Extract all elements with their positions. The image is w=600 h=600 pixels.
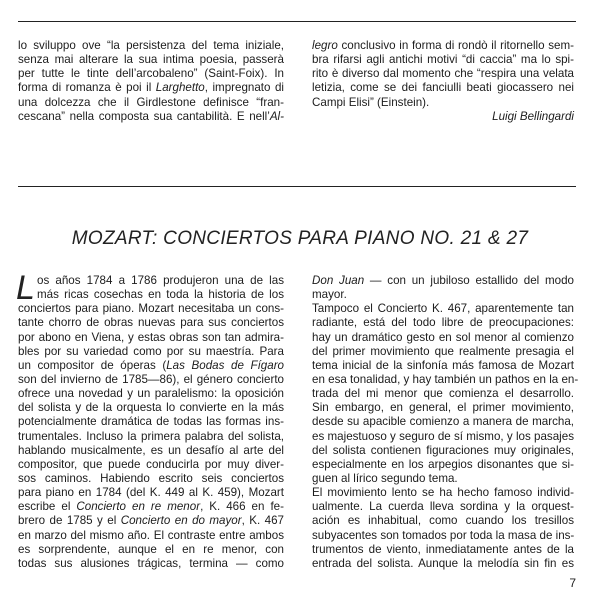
text-run: senza mai alterare la sua intima poesia, passerà [18,53,284,67]
italic-run: Concierto en re menor [76,500,201,514]
text-line [18,316,284,330]
spanish-right-column [312,274,579,571]
text-run: conciertos para piano. Mozart necesitaba un cons- [18,302,284,316]
text-run: , impregnato di [204,81,284,95]
text-run: Tampoco el Concierto K. 467, aparentemente tan [312,302,574,316]
text-run: del solista y de la orquesta lo convierte en la más [18,401,284,415]
text-run: trumentos de viento, inmediatamente antes de la [312,542,574,556]
text-run: , K. 467 [241,514,284,528]
text-line [312,486,574,500]
text-line [18,359,284,373]
text-line [18,472,284,486]
italic-run: Las Bodas de Fígaro [166,358,284,372]
text-run: especialmente en los arpegios disonantes que si- [312,457,574,471]
text-run: es majestuoso y seguro de sí mismo, y los pasajes [312,429,574,443]
text-run: mayor. [312,288,347,302]
text-line [312,458,574,472]
text-run: conclusivo in forma di rondò il ritornello sem- [337,39,574,52]
text-run: Sin embargo, en general, el primer movimiento, [312,401,574,415]
text-run: en marzo del mismo año. El contraste entre ambos [18,528,284,542]
text-run: del solista contienen figuraciones muy originales, [312,443,574,457]
italian-right-column [312,39,574,110]
italic-run: Concierto en do mayor [120,514,242,528]
text-line [18,39,284,53]
text-run: Campi Elisi” (Einstein). [312,95,430,109]
text-line [312,543,574,557]
text-run: letizia, come se dei fanciulli beati giocassero nei [312,81,574,95]
text-run: radiante, está del todo libre de preocupaciones: [312,316,574,330]
text-line [312,81,574,95]
text-run: desde su apacible comienzo a manera de marcha, [312,415,574,429]
text-line [312,387,574,401]
text-line [18,345,284,359]
text-line [18,302,284,316]
text-line [312,401,574,415]
text-run: por abono en Viena, y estas obras son tan admira- [18,330,284,344]
article-title: MOZART: CONCIERTOS PARA PIANO NO. 21 & 27 [71,228,529,249]
text-line [18,500,284,514]
italic-run: Don Juan [312,274,365,287]
text-line [18,331,284,345]
text-line [18,557,284,571]
text-line [18,514,284,528]
text-line [18,373,284,387]
text-run: sos caminos. Habiendo escrito seis conciertos [18,471,284,485]
text-line [312,529,574,543]
text-run: per tutte le tinte dell’arcobaleno” (Saint-Foix). In [18,67,284,81]
text-line [312,331,574,345]
text-run: un compositor de óperas ( [18,358,167,372]
text-run: para piano en 1784 (del K. 449 al K. 459), Mozart [18,486,284,500]
text-line [312,500,574,514]
text-line [312,67,574,81]
text-run: todas sus alusiones trágicas, termina — como [18,556,284,570]
text-run: forma di romanza è poi il [18,81,156,95]
text-line [18,387,284,401]
text-line [312,96,574,110]
text-line [18,430,284,444]
text-run: cescana” nella composta sua cantabilità. E nell’ [18,109,270,123]
text-line [312,430,574,444]
italic-run: legro [312,39,338,52]
text-run: compositor, que puede conducirla por muy diver- [18,457,284,471]
text-run: , K. 466 en fe- [200,500,284,514]
text-run: del primer movimiento que realmente presagia el [312,344,574,358]
text-line [18,96,284,110]
text-run: ación es inhabitual, como cuando los tresillos [312,514,574,528]
text-run: potencialmente dramática de todas las formas ins- [18,415,284,429]
text-line [18,67,284,81]
text-run: hablando musicalmente, es un desafío al arte del [18,443,284,457]
text-run: es sorprendente, aunque el en re menor, con [18,542,284,556]
text-run: una dolcezza che il Girdlestone definisce “fran- [18,95,284,109]
text-line [312,514,574,528]
text-line [312,39,574,53]
text-line [18,401,284,415]
text-run: trumentales. Incluso la primera palabra del solista, [18,429,284,443]
text-line [312,472,574,486]
text-line [18,444,284,458]
text-line [18,543,284,557]
top-rule [18,21,576,22]
italian-left-column [18,39,284,124]
text-line [312,444,574,458]
text-line [312,53,574,67]
text-run: — con un jubiloso estallido del modo [364,274,574,287]
text-run: son del invierno de 1785—86), el género concierto [18,372,284,386]
text-line [18,288,284,302]
text-run: guen al lírico segundo tema. [312,471,458,485]
text-run: os años 1784 a 1786 produjeron una de las [37,274,284,287]
text-run: entrada del solista. Aunque la melodía sin fin es [312,556,574,570]
text-run: brero de 1785 y el [18,514,121,528]
page-number: 7 [569,576,576,590]
text-line [312,415,574,429]
drop-cap: L [16,269,35,307]
text-run: lo sviluppo ove “la persistenza del tema iniziale, [18,39,284,52]
text-line [312,274,574,288]
text-run: más ricas cosechas en toda la historia de los [37,288,284,302]
text-line [18,529,284,543]
text-run: ualmente. La cuerda lleva sordina y la orquest- [312,500,574,514]
text-run: ofrece una novedad y un paralelismo: la oposición [18,387,284,401]
text-line [18,274,284,288]
text-line [312,302,574,316]
text-line [18,458,284,472]
text-run: tante chorro de obras nuevas para sus conciertos [18,316,284,330]
text-line [312,288,574,302]
text-line [18,110,284,124]
text-run: El movimiento lento se ha hecho famoso individ- [312,486,574,500]
text-line [18,415,284,429]
text-run: en esa tonalidad, y hay también un pathos en la en- [312,372,579,386]
text-run: escribe el [18,500,77,514]
text-run: bra rifarsi agli antichi motivi “di caccia” ma lo spi- [312,53,574,67]
italic-run: Larghetto [155,81,205,95]
text-line [312,372,579,387]
text-line [312,316,574,330]
text-run: subyacentes son tomados por toda la masa de ins- [312,528,575,542]
text-run: tema inicial de la sinfonía más famosa de Mozart [312,358,574,372]
text-run: trada del mi menor que comienza el desarrollo. [312,387,574,401]
text-line [312,345,574,359]
spanish-left-column [18,274,284,571]
text-line [18,81,284,95]
text-run: bles por su variedad como por su maestría. Para [18,344,284,358]
text-line [18,486,284,500]
italic-run: Al- [269,109,284,123]
text-run: hay un dramático gesto en sol menor al comienzo [312,330,574,344]
text-line [312,359,574,373]
text-line [18,53,284,67]
text-run: rito è diverso dal momento che “respira una velata [312,67,574,81]
author-signature: Luigi Bellingardi [492,110,574,123]
text-line [312,557,574,571]
section-divider-rule [18,186,576,187]
